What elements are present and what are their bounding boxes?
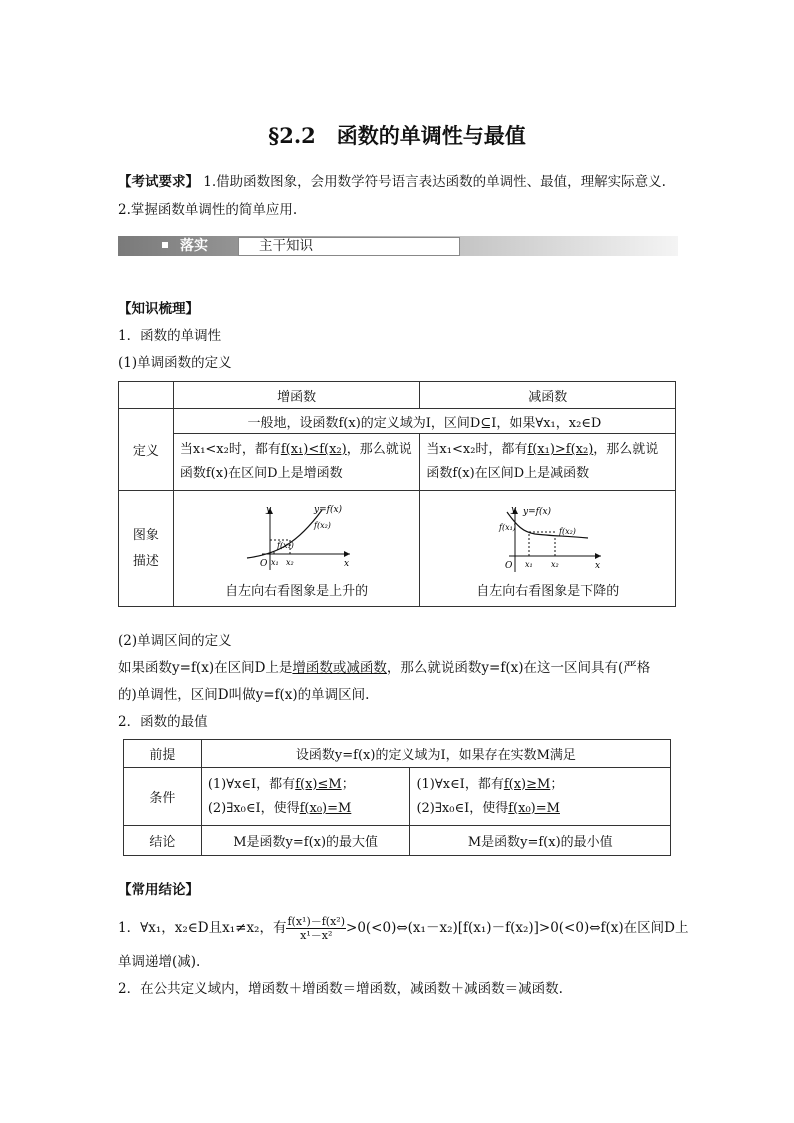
graph-dec-x2: x₂ [550,560,559,569]
conclusion-label: 结论 [124,826,202,856]
graph-dec-fx2: f(x₂) [558,527,576,536]
conclusion-2: 2．在公共定义域内，增函数＋增函数＝增函数，减函数＋减函数＝减函数. [118,981,563,997]
graph-inc-origin: O [259,559,268,569]
min-conditions: (1)∀x∈I，都有f(x)≥M； (2)∃x₀∈I，使得f(x₀)=M [410,768,671,826]
decreasing-graph [493,502,603,574]
monotonic-interval-line2: 的)单调性，区间D叫做y=f(x)的单调区间. [118,687,370,703]
exam-requirement [118,172,666,192]
item1-heading: 1．函数的单调性 [118,328,222,344]
graph-dec-curve: y=f(x) [522,507,551,517]
graph-inc-x2: x₂ [285,558,294,567]
decreasing-definition: 当x₁<x₂时，都有f(x₁)>f(x₂)，那么就说 函数f(x)在区间D上是减函数 [420,434,676,491]
graph-dec-fx1: f(x₁) [498,523,516,532]
increasing-graph [242,504,352,576]
decreasing-graph-cell [420,491,676,607]
item2-heading: 2．函数的最值 [118,714,208,730]
conclusion-1: 1．∀x₁，x₂∈D且x₁≠x₂，有 $\frac{\text{f(x¹)－f(x²)}}{\text{x¹－x²}}$ >0(<0)⇔(x₁－x₂)[f(x₁)－f(x₂)]>0(<0)⇔f(x)在区间D上 [118,915,689,942]
premise-label: 前提 [124,740,202,768]
interval-key: 增函数或减函数 [292,660,387,676]
monotonic-definition-table [118,381,676,607]
difference-quotient: $\frac{\text{f(x¹)－f(x²)}}{\text{x¹－x²}}$ [287,915,346,942]
requirement-tag: 【考试要求】 [118,174,199,190]
decreasing-caption: 自左向右看图象是下降的 [476,584,620,599]
decreasing-key: f(x₁)>f(x₂) [527,442,594,457]
min-conclusion: M是函数y=f(x)的最小值 [410,826,671,856]
definition-common: 一般地，设函数f(x)的定义域为I，区间D⊆I，如果∀x₁，x₂∈D [173,409,675,434]
graph-dec-yaxis: y [510,505,516,515]
graph-inc-x1: x₁ [270,558,279,567]
banner-right: 主干知识 [238,237,460,256]
max-conditions: (1)∀x∈I，都有f(x)≤M； (2)∃x₀∈I，使得f(x₀)=M [201,768,410,826]
graph-dec-origin: O [504,561,513,571]
page-title: §2.2 函数的单调性与最值 [268,123,526,148]
requirement-line1: 1.借助函数图象，会用数学符号语言表达函数的单调性、最值，理解实际意义. [203,174,666,190]
max-conclusion: M是函数y=f(x)的最大值 [201,826,410,856]
graph-dec-xaxis: x [594,561,600,571]
increasing-caption: 自左向右看图象是上升的 [225,584,369,599]
increasing-definition: 当x₁<x₂时，都有f(x₁)<f(x₂)，那么就说 函数f(x)在区间D上是增函数 [173,434,420,491]
requirement-line2: 2.掌握函数单调性的简单应用. [118,202,298,218]
graph-inc-curve: y=f(x) [313,505,342,515]
conclusion-heading: 【常用结论】 [118,882,199,898]
item1-sub2: (2)单调区间的定义 [118,633,232,649]
item1-sub1: (1)单调函数的定义 [118,355,232,371]
graph-inc-yaxis: y [265,505,271,515]
header-decreasing: 减函数 [420,382,676,409]
banner-left: 落实 [118,236,236,256]
condition-label: 条件 [124,768,202,826]
premise-text: 设函数y=f(x)的定义域为I，如果存在实数M满足 [201,740,670,768]
knowledge-heading: 【知识梳理】 [118,301,199,317]
row-graph-label: 图象 描述 [119,491,174,607]
increasing-graph-cell [173,491,420,607]
monotonic-interval-line1: 如果函数y=f(x)在区间D上是增函数或减函数，那么就说函数y=f(x)在这一区间具有(严格 [118,660,651,676]
graph-dec-x1: x₁ [524,560,533,569]
graph-inc-fx1: f(x₁) [276,541,294,550]
increasing-key: f(x₁)<f(x₂) [280,442,347,457]
row-definition-label: 定义 [119,409,174,491]
graph-inc-xaxis: x [343,559,349,569]
extremum-table [123,739,671,856]
section-banner [118,236,678,258]
header-increasing: 增函数 [173,382,420,409]
graph-inc-fx2: f(x₂) [313,521,331,530]
conclusion-1-line2: 单调递增(减). [118,954,201,970]
